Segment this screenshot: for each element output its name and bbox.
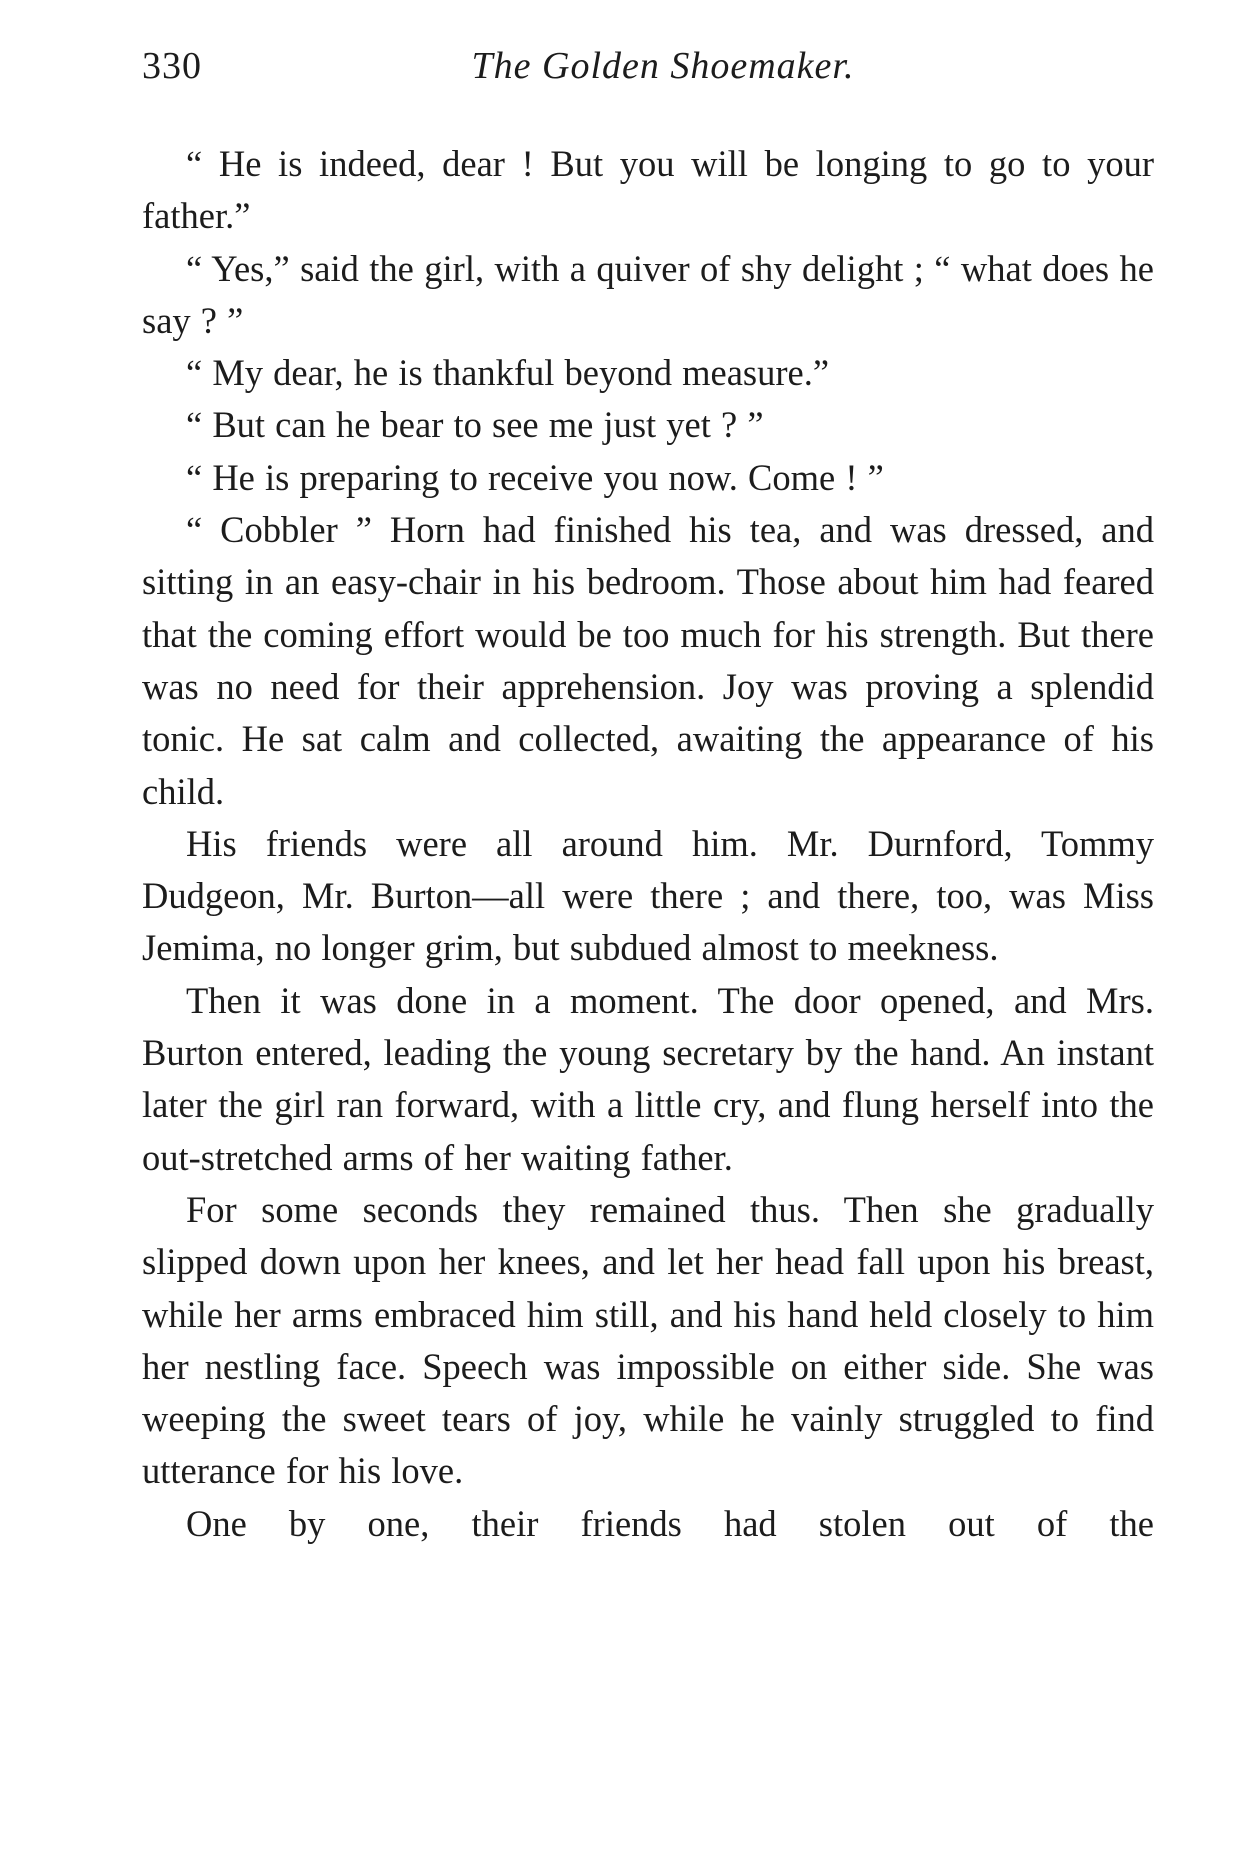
paragraph: “ My dear, he is thankful beyond measure.” <box>186 352 830 394</box>
paragraph: For some seconds they remained thus. Then she gradually slipped down upon her knees, and let her head fall upon his breast, while her arms embraced him still, and his hand held closely to him her nestling face. Speech was impossible on either side. She was weeping the sweet tears of joy, while he vainly struggled to find utterance for his love. <box>142 1188 1154 1492</box>
paragraph: “ Yes,” said the girl, with a quiver of shy delight ; “ what does he say ? ” <box>142 247 1154 341</box>
running-title: The Golden Shoemaker. <box>471 45 855 87</box>
paragraph: Then it was done in a moment. The door opened, and Mrs. Burton entered, leading the young secretary by the hand. An instant later the girl ran forward, with a little cry, and flung herself into the out-stretched arms of her waiting father. <box>142 979 1154 1178</box>
paragraph: “ He is indeed, dear ! But you will be longing to go to your father.” <box>142 143 1154 237</box>
paragraph: His friends were all around him. Mr. Durnford, Tommy Dudgeon, Mr. Burton—all were there ; and there, too, was Miss Jemima, no longer grim, but subdued almost to meekness. <box>142 822 1154 969</box>
paragraph: “ He is preparing to receive you now. Come ! ” <box>186 456 884 498</box>
paragraph: “ But can he bear to see me just yet ? ” <box>186 404 764 446</box>
paragraph: “ Cobbler ” Horn had finished his tea, and was dressed, and sitting in an easy-chair in his bedroom. Those about him had feared that the coming effort would be too much for his strength. But there was no need for their apprehension. Joy was proving a splendid tonic. He sat calm and collected, awaiting the appearance of his child. <box>142 509 1154 812</box>
paragraph: One by one, their friends had stolen out of the <box>186 1502 1154 1544</box>
page-number: 330 <box>142 45 202 87</box>
page-header <box>142 44 1154 96</box>
body-text <box>142 138 1154 1550</box>
